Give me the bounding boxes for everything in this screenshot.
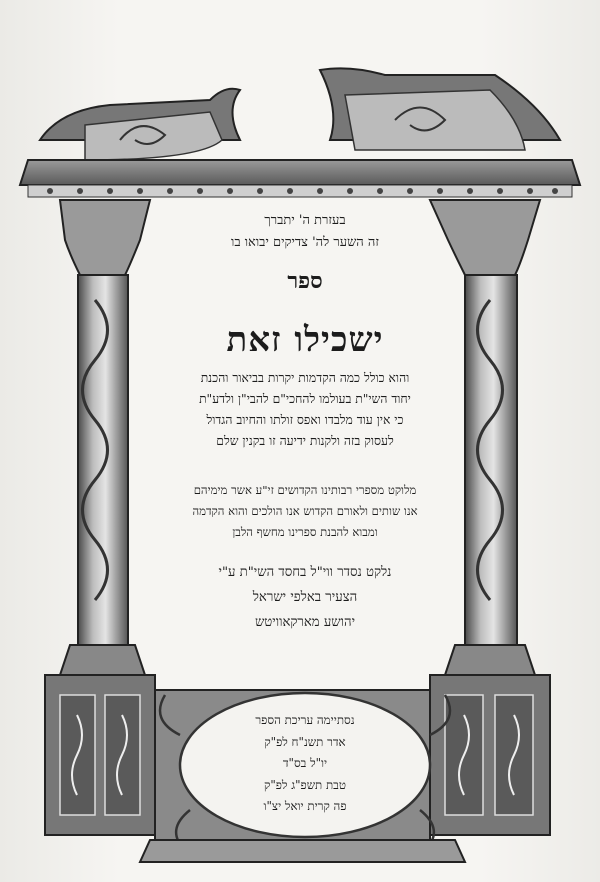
printing-line: נסתיימה עריכת הספר [255,713,355,727]
sources-line: מלוקט מספרי רבותינו הקדושים זי"ע אשר מימיהם [193,483,417,497]
sources-line: אנו שותים ולאורם הקדוש אנו הולכים והוא הקדמה [192,504,418,518]
header-line-1: בעזרת ה' יתברך [264,213,346,228]
description-line: והוא כולל כמה הקדמות יקרות בביאור והכנת [200,371,410,385]
printing-line: פה קרית יואל יצ"ו [263,799,347,813]
printing-line: טבת תשפ"ג לפ"ק [264,777,346,792]
pediment [20,68,580,197]
description-line: כי אין עוד מלבדו ואפס זולתו והחיוב הגדול [206,413,404,427]
compiler-block [150,560,460,635]
sources-line: ומבוא להבנת ספרינו מחשף הלבן [232,525,378,539]
description-paragraph [150,368,460,452]
compiler-name: יהושע מארקאוויטש [254,615,356,630]
description-line: יחוד השי"ת בעולמו להחכי"ם להבי"ן ולדע"ת [199,392,411,406]
description-line: לעסוק בזה ולקנות ידיעה זו בקנין שלם [216,434,394,448]
compiler-line: נלקט נסדר ווי"ל בחסד השי"ת ע"י [218,565,392,580]
compiler-line: הצעיר באלפי ישראל [252,590,358,605]
printing-line: יו"ל בס"ד [282,756,328,770]
left-column [45,200,155,835]
sources-paragraph [150,480,460,543]
printing-info [190,710,420,818]
printing-line: אדר תשנ"ח לפ"ק [264,734,346,749]
header-line-2: זה השער לה' צדיקים יבואו בו [231,235,379,250]
book-title: ישכילו זאת [226,320,384,360]
sefer-label: ספר [287,268,323,294]
